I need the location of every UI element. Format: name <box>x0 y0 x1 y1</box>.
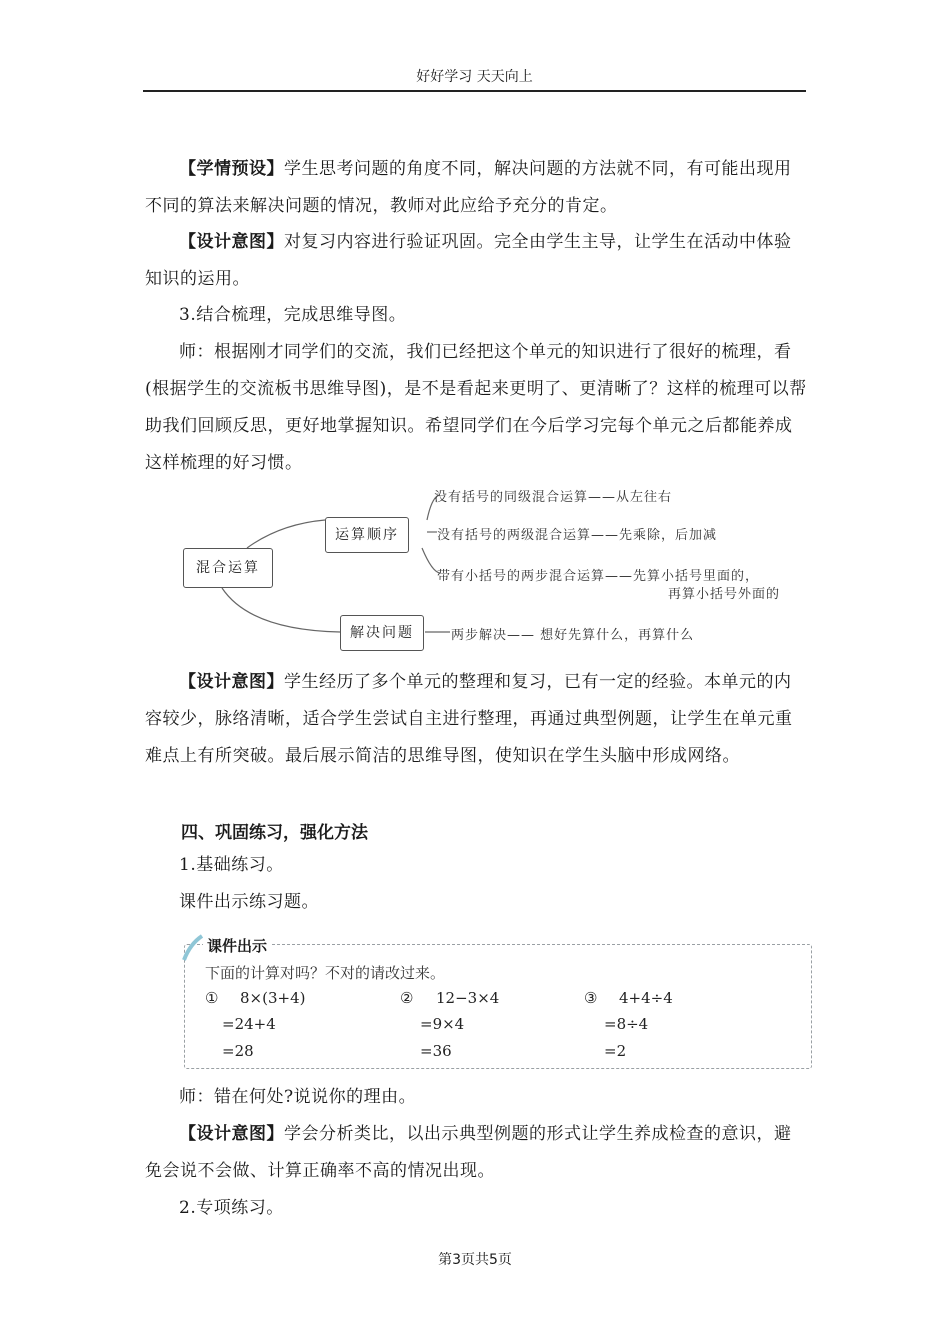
exercise-3-step1: =8÷4 <box>604 1015 649 1033</box>
exercise-question: 下面的计算对吗？不对的请改过来。 <box>205 964 446 982</box>
mindmap-node-solve: 解决问题 <box>340 615 424 651</box>
label-learning-preset: 【学情预设】 <box>179 159 284 179</box>
special-practice-heading: 2.专项练习。 <box>179 1198 284 1218</box>
courseware-note: 课件出示练习题。 <box>179 892 319 912</box>
corner-decoration-icon <box>180 932 204 962</box>
label-design-intent: 【设计意图】 <box>179 1124 284 1144</box>
exercise-1-expr: 8×(3+4) <box>240 989 306 1007</box>
paragraph-design-intent-3 <box>145 1116 807 1190</box>
exercise-1-num: ① <box>205 989 219 1007</box>
exercise-1-step2: =28 <box>222 1042 254 1060</box>
paragraph-design-intent-2 <box>145 664 807 775</box>
text-design-intent: 对复习内容进行验证巩固。完全由学生主导，让学生在活动中体验知识的运用。 <box>145 232 792 289</box>
text-learning-preset: 学生思考问题的角度不同，解决问题的方法就不同，有可能出现用不同的算法来解决问题的情况，教师对此应给予充分的肯定。 <box>145 159 792 216</box>
mindmap-branch-same-level: 没有括号的同级混合运算——从左往右 <box>434 490 673 505</box>
mindmap-branch-two-step: 两步解决—— 想好先算什么，再算什么 <box>451 628 695 643</box>
exercise-3-step2: =2 <box>604 1042 627 1060</box>
basic-practice-heading: 1.基础练习。 <box>179 855 284 875</box>
page-footer: 第3页共5页 <box>438 1252 512 1268</box>
exercise-3-num: ③ <box>584 989 598 1007</box>
exercise-1-step1: =24+4 <box>222 1015 276 1033</box>
exercise-2-num: ② <box>400 989 414 1007</box>
exercise-2-step1: =9×4 <box>420 1015 465 1033</box>
mindmap-branch-parentheses: 带有小括号的两步混合运算——先算小括号里面的， <box>437 569 760 584</box>
text-design-intent: 学会分析类比，以出示典型例题的形式让学生养成检查的意识，避免会说不会做、计算正确率不高的情况出现。 <box>145 1124 792 1181</box>
mindmap-branch-parentheses-cont: 再算小括号外面的 <box>668 587 781 602</box>
text-design-intent: 学生经历了多个单元的整理和复习，已有一定的经验。本单元的内容较少，脉络清晰，适合学生尝试自主进行整理，再通过典型例题，让学生在单元重难点上有所突破。最后展示简洁的思维导图，使知识在学生头脑中形成网络。 <box>145 672 793 766</box>
step-3-heading: 3.结合梳理，完成思维导图。 <box>179 305 407 325</box>
mindmap-node-order: 运算顺序 <box>325 517 409 553</box>
teacher-question: 师：错在何处?说说你的理由。 <box>179 1087 417 1107</box>
mindmap-branch-two-level: 没有括号的两级混合运算——先乘除，后加减 <box>437 528 718 543</box>
exercise-3-expr: 4+4÷4 <box>619 989 673 1007</box>
exercise-2-step2: =36 <box>420 1042 452 1060</box>
teacher-paragraph: 师：根据刚才同学们的交流，我们已经把这个单元的知识进行了很好的梳理，看(根据学生的交流板书思维导图)，是不是看起来更明了、更清晰了？这样的梳理可以帮助我们回顾反思，更好地掌握知识。希望同学们在今后学习完每个单元之后都能养成这样梳理的好习惯。 <box>145 342 807 473</box>
exercise-2-expr: 12−3×4 <box>436 989 500 1007</box>
section-4-heading: 四、巩固练习，强化方法 <box>181 823 368 843</box>
label-design-intent: 【设计意图】 <box>179 232 284 252</box>
label-design-intent: 【设计意图】 <box>179 672 284 692</box>
page-header: 好好学习 天天向上 <box>143 66 806 92</box>
mindmap-root: 混合运算 <box>183 548 273 588</box>
exercise-title: 课件出示 <box>203 935 271 956</box>
